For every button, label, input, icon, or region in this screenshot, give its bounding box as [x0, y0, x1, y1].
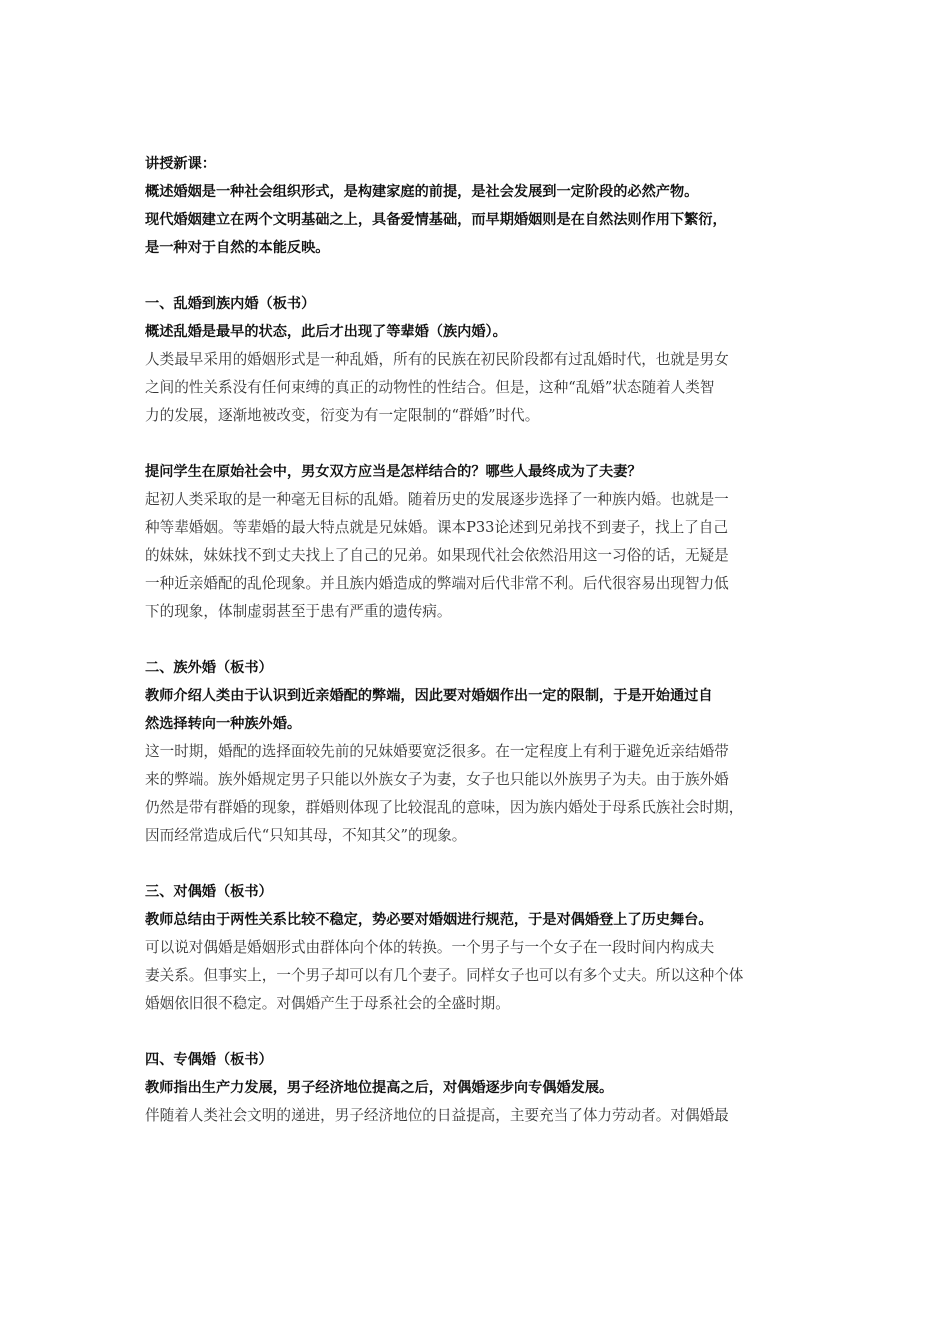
- section1-body-line: 之间的性关系没有任何束缚的真正的动物性的性结合。但是，这种“乱婚”状态随着人类智: [145, 379, 715, 396]
- section1-title: 一、乱婚到族内婚（板书）: [145, 296, 316, 312]
- section1-body-line: 力的发展，逐渐地被改变，衍变为有一定限制的“群婚”时代。: [145, 407, 540, 424]
- question-prompt: 提问学生在原始社会中，男女双方应当是怎样结合的？哪些人最终成为了夫妻？: [145, 464, 642, 480]
- spacer: [145, 1018, 815, 1046]
- intro-line: 概述婚姻是一种社会组织形式，是构建家庭的前提，是社会发展到一定阶段的必然产物。: [145, 184, 699, 200]
- section4-title: 四、专偶婚（板书）: [145, 1052, 273, 1068]
- question-body-line: 的妹妹，妹妹找不到丈夫找上了自己的兄弟。如果现代社会依然沿用这一习俗的话，无疑是: [145, 547, 729, 564]
- section2-summary-line: 然选择转向一种族外婚。: [145, 716, 302, 732]
- section2-body-line: 来的弊端。族外婚规定男子只能以外族女子为妻，女子也只能以外族男子为夫。由于族外婚: [145, 771, 729, 788]
- spacer: [145, 626, 815, 654]
- section4-body-line: 伴随着人类社会文明的递进，男子经济地位的日益提高，主要充当了体力劳动者。对偶婚最: [145, 1107, 729, 1124]
- section3-body-line: 婚姻依旧很不稳定。对偶婚产生于母系社会的全盛时期。: [145, 995, 510, 1012]
- section2-body-line: 因而经常造成后代“只知其母，不知其父”的现象。: [145, 827, 467, 844]
- intro-heading: 讲授新课：: [145, 156, 216, 172]
- question-body-line: 下的现象，体制虚弱甚至于患有严重的遗传病。: [145, 603, 452, 620]
- section3-title: 三、对偶婚（板书）: [145, 884, 273, 900]
- spacer: [145, 430, 815, 458]
- section3-body-line: 妻关系。但事实上，一个男子却可以有几个妻子。同样女子也可以有多个丈夫。所以这种个体: [145, 967, 744, 984]
- section1-summary: 概述乱婚是最早的状态，此后才出现了等辈婚（族内婚）。: [145, 324, 507, 340]
- section3-summary: 教师总结由于两性关系比较不稳定，势必要对婚姻进行规范，于是对偶婚登上了历史舞台。: [145, 912, 713, 928]
- spacer: [145, 262, 815, 290]
- section3-body-line: 可以说对偶婚是婚姻形式由群体向个体的转换。一个男子与一个女子在一段时间内构成夫: [145, 939, 715, 956]
- document-page: [145, 150, 815, 1130]
- question-body-line: 种等辈婚姻。等辈婚的最大特点就是兄妹婚。课本P33论述到兄弟找不到妻子，找上了自己: [145, 519, 728, 536]
- spacer: [145, 850, 815, 878]
- section2-body-line: 仍然是带有群婚的现象，群婚则体现了比较混乱的意味，因为族内婚处于母系氏族社会时期，: [145, 799, 744, 816]
- section2-title: 二、族外婚（板书）: [145, 660, 273, 676]
- section2-summary-line: 教师介绍人类由于认识到近亲婚配的弊端，因此要对婚姻作出一定的限制，于是开始通过自: [145, 688, 713, 704]
- intro-line: 是一种对于自然的本能反映。: [145, 240, 330, 256]
- question-body-line: 一种近亲婚配的乱伦现象。并且族内婚造成的弊端对后代非常不利。后代很容易出现智力低: [145, 575, 729, 592]
- question-body-line: 起初人类采取的是一种毫无目标的乱婚。随着历史的发展逐步选择了一种族内婚。也就是一: [145, 491, 729, 508]
- intro-line: 现代婚姻建立在两个文明基础之上，具备爱情基础，而早期婚姻则是在自然法则作用下繁衍，: [145, 212, 727, 228]
- section4-summary: 教师指出生产力发展，男子经济地位提高之后，对偶婚逐步向专偶婚发展。: [145, 1080, 614, 1096]
- section1-body-line: 人类最早采用的婚姻形式是一种乱婚，所有的民族在初民阶段都有过乱婚时代，也就是男女: [145, 351, 729, 368]
- section2-body-line: 这一时期，婚配的选择面较先前的兄妹婚要宽泛很多。在一定程度上有利于避免近亲结婚带: [145, 743, 729, 760]
